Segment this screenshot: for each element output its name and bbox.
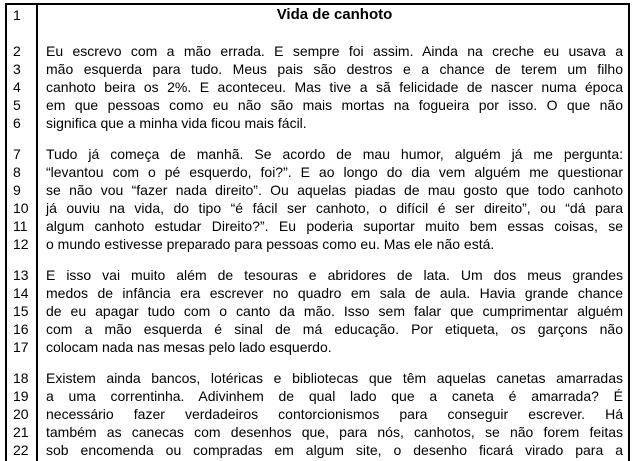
line-number-group	[13, 369, 36, 459]
title-line-number: 1	[13, 7, 21, 23]
paragraph	[46, 42, 623, 132]
document-frame	[5, 3, 630, 461]
line-number: 21	[13, 424, 29, 440]
text-line: canhoto beira os 2%. E aconteceu. Mas tive a sã felicidade de nascer numa época	[46, 79, 623, 95]
line-number: 15	[13, 303, 29, 319]
line-number: 11	[13, 218, 28, 234]
text-line: “levantou com o pé esquerdo, foi?”. E ao longo do dia vem alguém me questionar	[46, 164, 623, 180]
text-line: Eu escrevo com a mão errada. E sempre foi assim. Ainda na creche eu usava a	[46, 43, 623, 59]
line-number: 20	[13, 406, 29, 422]
text-line: a uma correntinha. Adivinhem de qual lado que a caneta é amarrada? É	[46, 388, 623, 404]
line-number: 7	[13, 146, 21, 162]
text-line: colocam nada nas mesas pelo lado esquerdo.	[46, 339, 332, 355]
line-number: 3	[13, 61, 21, 77]
line-number: 10	[13, 200, 29, 216]
text-line: também as canecas com desenhos que, para nós, canhotos, se não forem feitas	[46, 424, 623, 440]
line-number: 9	[13, 182, 21, 198]
line-number: 2	[13, 43, 21, 59]
text-line: de eu apagar tudo com o canto da mão. Isso sem falar que cumprimentar alguém	[46, 303, 623, 319]
line-number: 13	[13, 267, 29, 283]
text-column	[38, 5, 628, 461]
line-number-group	[13, 145, 36, 253]
text-line: em que pessoas como eu não são mais mortas na fogueira por isso. O que não	[46, 97, 623, 113]
text-line: o mundo estivesse preparado para pessoas como eu. Mas ele não está.	[46, 236, 495, 252]
line-number: 8	[13, 164, 21, 180]
line-number-group	[13, 42, 36, 132]
text-line: sob encomenda ou compradas em algum site, o desenho ficará virado para a	[46, 442, 623, 458]
paragraph	[46, 266, 623, 356]
text-line: se não vou “fazer nada direito”. Ou aquelas piadas de mau gosto que todo canhoto	[46, 182, 623, 198]
line-number: 19	[13, 388, 29, 404]
line-number: 5	[13, 97, 21, 113]
text-line: Existem ainda bancos, lotéricas e bibliotecas que têm aquelas canetas amarradas	[46, 370, 623, 386]
paragraph	[46, 145, 623, 253]
line-number: 4	[13, 79, 21, 95]
line-number: 22	[13, 442, 29, 458]
line-number: 17	[13, 339, 29, 355]
line-number: 18	[13, 370, 29, 386]
text-line: mão esquerda para tudo. Meus pais são destros e a chance de terem um filho	[46, 61, 623, 77]
line-number: 6	[13, 115, 21, 131]
line-number: 16	[13, 321, 29, 337]
paragraph	[46, 369, 623, 459]
text-line: algum canhoto estudar Direito?”. Eu poderia suportar muito bem essas coisas, se	[46, 218, 623, 234]
text-line: com a mão esquerda é sinal de má educação. Por etiqueta, os garçons não	[46, 321, 623, 337]
text-line: Tudo já começa de manhã. Se acordo de mau humor, alguém já me pergunta:	[46, 146, 623, 162]
text-line: necessário fazer verdadeiros contorcionismos para conseguir escrever. Há	[46, 406, 623, 422]
line-number-column	[7, 5, 38, 461]
line-number: 14	[13, 285, 29, 301]
text-line: E isso vai muito além de tesouras e abridores de lata. Um dos meus grandes	[46, 267, 623, 283]
text-line: já ouviu na vida, do tipo “é fácil ser canhoto, o difícil é ser direito”, ou “dá para	[46, 200, 623, 216]
text-line: significa que a minha vida ficou mais fácil.	[46, 115, 307, 131]
document-title: Vida de canhoto	[276, 6, 393, 23]
line-number: 12	[13, 236, 29, 252]
line-number-group	[13, 266, 36, 356]
text-line: medos de infância era escrever no quadro em sala de aula. Havia grande chance	[46, 285, 623, 301]
